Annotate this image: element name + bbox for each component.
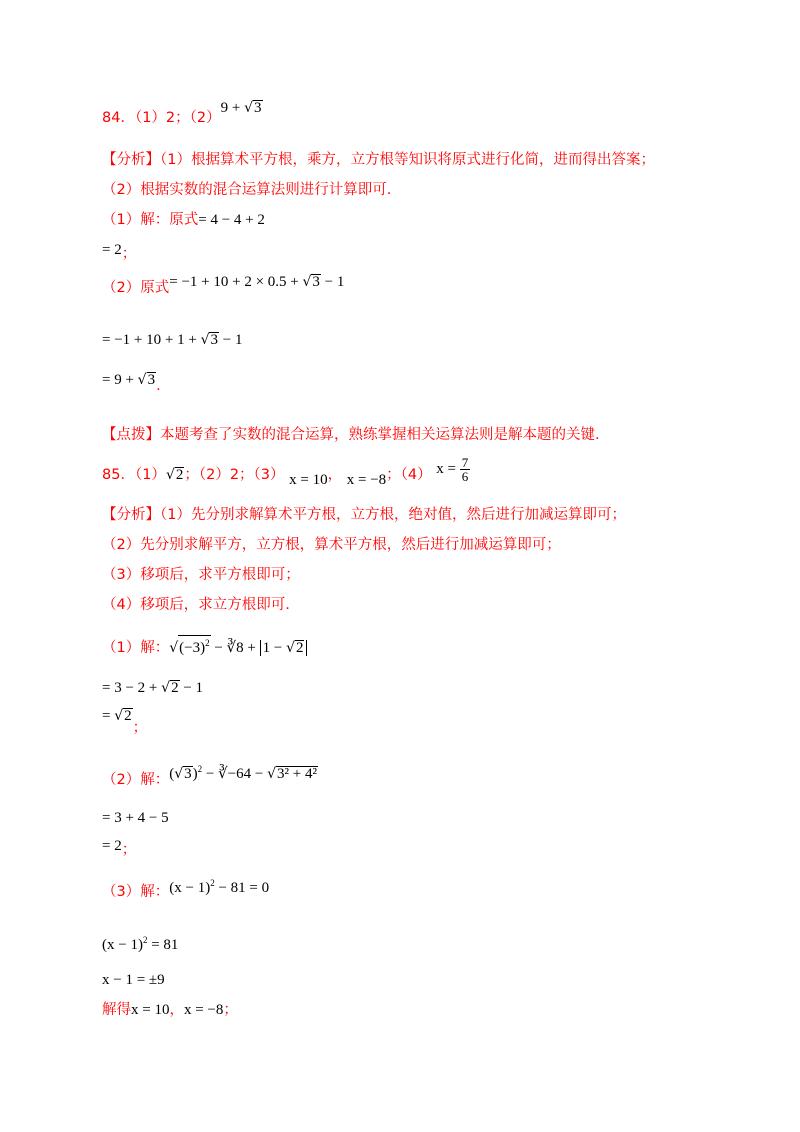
q84-solution-1-result: = 2； <box>102 242 137 262</box>
q85-solution-1-result: = √2； <box>102 708 148 736</box>
q84-analysis-1: 【分析】（1）根据算术平方根，乘方，立方根等知识将原式进行化简，进而得出答案； <box>102 152 655 168</box>
q84-tip: 【点拨】本题考查了实数的混合运算，熟练掌握相关运算法则是解本题的关键. <box>102 427 600 443</box>
q85-solution-2-step: = 3 + 4 − 5 <box>102 810 169 826</box>
q85-solution-3: （3）解：$(x - 1)^2 - 81 = 0$ <box>102 878 270 900</box>
q84-solution-1: （1）解：原式= 4 − 4 + 2 <box>102 212 265 228</box>
q85-header: 85．（1）√2；（2）2；（3） x = 10， x = −8；（4） x = $\frac{7}{6}$ <box>102 455 469 488</box>
q84-solution-2-step: = −1 + 10 + 1 + √3 − 1 <box>102 332 243 348</box>
q84-solution-2: （2）原式= −1 + 10 + 2 × 0.5 + √3 − 1 <box>102 274 345 296</box>
q84-header: 84．（1）2；（2）9 + √3 <box>102 100 262 126</box>
q85-solution-1: （1）解：$√(-3)^2$ − ∛8 + 1 − √2 <box>102 635 307 658</box>
q85-analysis-3: （3）移项后，求平方根即可； <box>102 567 300 583</box>
q84-analysis-2: （2）根据实数的混合运算法则进行计算即可. <box>102 182 392 198</box>
q85-solution-3-answer: 解得x = 10，x = −8； <box>102 1002 238 1018</box>
q85-analysis-4: （4）移项后，求立方根即可. <box>102 597 290 613</box>
q85-solution-3-step-1: $(x - 1)^2 = 81$ <box>102 935 179 953</box>
q85-solution-2: （2）解：$(√3)^2$ − ∛−64 − √3² + 4² <box>102 764 317 788</box>
q85-solution-3-step-2: x − 1 = ±9 <box>102 972 165 988</box>
q84-answer2: 9 + √3 <box>220 100 262 116</box>
q85-analysis-2: （2）先分别求解平方，立方根，算术平方根，然后进行加减运算即可； <box>102 537 561 553</box>
q85-solution-1-step: = 3 − 2 + √2 − 1 <box>102 680 204 696</box>
q85-solution-2-result: = 2； <box>102 838 137 858</box>
q85-analysis-1: 【分析】（1）先分别求解算术平方根，立方根，绝对值，然后进行加减运算即可； <box>102 507 626 523</box>
q84-solution-2-result: = 9 + √3. <box>102 372 161 394</box>
